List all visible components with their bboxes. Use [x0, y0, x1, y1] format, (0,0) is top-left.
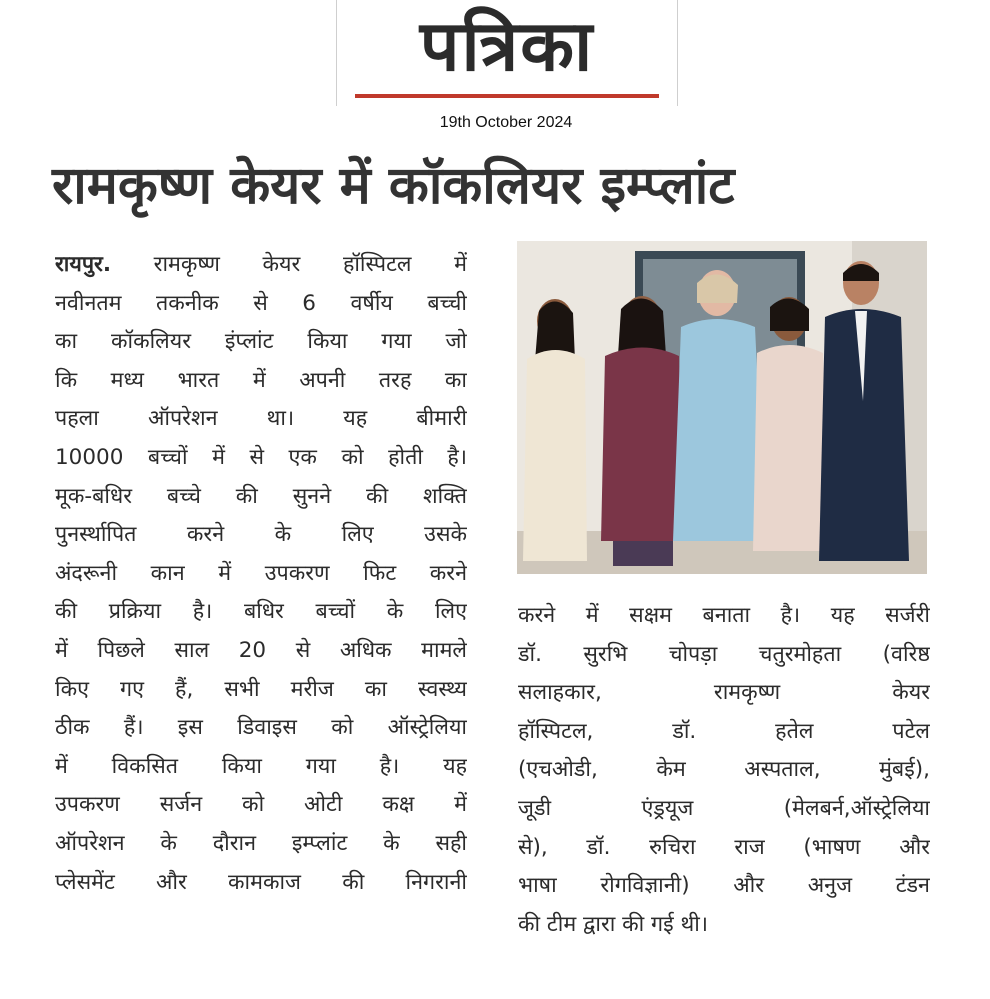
article-line: हॉस्पिटल, डॉ. हतेल पटेल: [518, 718, 930, 744]
article-line: डॉ. सुरभि चोपड़ा चतुरमोहता (वरिष्ठ: [518, 641, 930, 667]
article-line: किए गए हैं, सभी मरीज का स्वस्थ्य: [55, 676, 467, 702]
article-line: में पिछले साल 20 से अधिक मामले: [55, 637, 467, 663]
headline: रामकृष्ण केयर में कॉकलियर इम्प्लांट: [52, 156, 735, 216]
article-line: उपकरण सर्जन को ओटी कक्ष में: [55, 792, 467, 818]
article-line: 10000 बच्चों में से एक को होती है।: [55, 444, 467, 470]
article-line: नवीनतम तकनीक से 6 वर्षीय बच्ची: [55, 290, 467, 316]
article-line: से), डॉ. रुचिरा राज (भाषण और: [518, 834, 930, 860]
article-line: अंदरूनी कान में उपकरण फिट करने: [55, 560, 467, 586]
article-line: ठीक हैं। इस डिवाइस को ऑस्ट्रेलिया: [55, 715, 467, 741]
article-column-right: [518, 597, 930, 944]
article-line: सलाहकार, रामकृष्ण केयर: [518, 680, 930, 706]
newspaper-logo: पत्रिका: [419, 4, 595, 87]
logo-underline: [355, 94, 659, 98]
article-line: पुनर्स्थापित करने के लिए उसके: [55, 522, 467, 548]
dateline: रायपुर.: [55, 252, 112, 277]
article-line: कि मध्य भारत में अपनी तरह का: [55, 367, 467, 393]
article-line: (एचओडी, केम अस्पताल, मुंबई),: [518, 757, 930, 783]
article-line-text: रामकृष्ण केयर हॉस्पिटल में: [153, 252, 467, 277]
article-line: मूक-बधिर बच्चे की सुनने की शक्ति: [55, 483, 467, 509]
group-photo-illustration: [517, 241, 927, 574]
article-line: की टीम द्वारा की गई थी।: [518, 911, 709, 937]
group-photo: [517, 241, 927, 574]
article-column-left: [55, 246, 467, 902]
publication-date: 19th October 2024: [439, 114, 573, 131]
article-line: में विकसित किया गया है। यह: [55, 753, 467, 779]
article-line: पहला ऑपरेशन था। यह बीमारी: [55, 406, 467, 432]
article-line: की प्रक्रिया है। बधिर बच्चों के लिए: [55, 599, 467, 625]
article-line: ऑपरेशन के दौरान इम्प्लांट के सही: [55, 830, 467, 856]
article-line: प्लेसमेंट और कामकाज की निगरानी: [55, 869, 467, 895]
article-line: भाषा रोगविज्ञानी) और अनुज टंडन: [518, 873, 930, 899]
masthead: [336, 0, 678, 106]
article-line: जूडी एंड्रयूज (मेलबर्न,ऑस्ट्रेलिया: [518, 795, 930, 821]
article-line: करने में सक्षम बनाता है। यह सर्जरी: [518, 603, 930, 628]
article-line: का कॉकलियर इंप्लांट किया गया जो: [55, 329, 467, 355]
article-line-first: [55, 246, 467, 285]
